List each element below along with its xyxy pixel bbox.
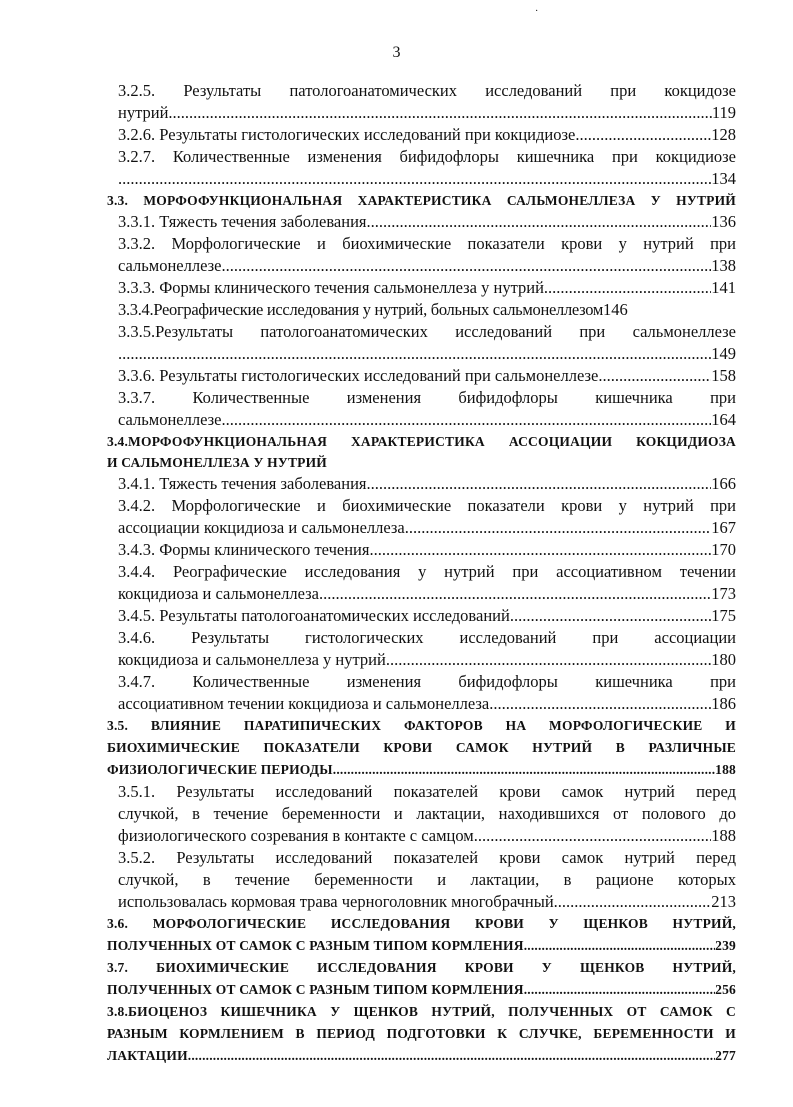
toc-entry-title: 3.4.2. Морфологические и биохимические показатели крови у нутрий при: [118, 496, 736, 515]
toc-entry-3-4-5[interactable]: [118, 605, 736, 626]
toc-entry-title: 3.4.5. Результаты патологоанатомических исследований: [118, 606, 510, 625]
toc-heading-3-7-cont[interactable]: [107, 979, 736, 1000]
toc-heading-3-6-cont[interactable]: [107, 935, 736, 956]
toc-entry-3-4-6-cont[interactable]: [118, 649, 736, 670]
toc-heading-title: ПОЛУЧЕННЫХ ОТ САМОК С РАЗНЫМ ТИПОМ КОРМЛЕНИЯ: [107, 982, 524, 997]
toc-entry-title: нутрий: [118, 103, 169, 122]
toc-page-number: 158: [711, 366, 736, 385]
toc-heading-3-8[interactable]: [107, 1001, 736, 1022]
toc-entry-title: 3.3.3. Формы клинического течения сальмонеллеза у нутрий: [118, 278, 544, 297]
toc-page-number: 188: [715, 762, 736, 777]
toc-entry-3-3-6[interactable]: [118, 365, 736, 386]
toc-page-number: 141: [711, 278, 736, 297]
toc-entry-3-2-7-cont[interactable]: [118, 168, 736, 189]
toc-page-number: 213: [711, 892, 736, 911]
toc-entry-title: 3.4.6. Результаты гистологических исследований при ассоциации: [118, 628, 736, 647]
toc-entry-title: 3.3.6. Результаты гистологических исследований при сальмонеллезе: [118, 366, 599, 385]
toc-entry-title: случкой, в течение беременности и лактации, находившихся от полового до: [118, 804, 736, 823]
toc-entry-title: кокцидиоза и сальмонеллеза у нутрий: [118, 650, 386, 669]
toc-page-number: 256: [715, 982, 736, 997]
toc-heading-3-6[interactable]: [107, 913, 736, 934]
toc-entry-title: 3.3.5.Результаты патологоанатомических исследований при сальмонеллезе: [118, 322, 736, 341]
toc-entry-title: использовалась кормовая трава черноголовник многобрачный: [118, 892, 554, 911]
toc-entry-3-2-7[interactable]: [118, 146, 736, 167]
toc-entry-3-3-5-cont[interactable]: [118, 343, 736, 364]
toc-entry-3-4-4-cont[interactable]: [118, 583, 736, 604]
toc-page-number: 277: [715, 1048, 736, 1063]
toc-entry-3-3-5[interactable]: [118, 321, 736, 342]
toc-entry-3-5-1-cont2[interactable]: [118, 825, 736, 846]
toc-heading-title: 3.4.МОРФОФУНКЦИОНАЛЬНАЯ ХАРАКТЕРИСТИКА АССОЦИАЦИИ КОКЦИДИОЗА: [107, 434, 736, 449]
toc-entry-3-2-5-cont[interactable]: [118, 102, 736, 123]
toc-entry-title: 3.2.6. Результаты гистологических исследований при кокцидиозе: [118, 125, 576, 144]
toc-heading-title: И САЛЬМОНЕЛЛЕЗА У НУТРИЙ: [107, 455, 327, 470]
toc-heading-title: РАЗНЫМ КОРМЛЕНИЕМ В ПЕРИОД ПОДГОТОВКИ К СЛУЧКЕ, БЕРЕМЕННОСТИ И: [107, 1026, 736, 1041]
toc-heading-title: 3.6. МОРФОЛОГИЧЕСКИЕ ИССЛЕДОВАНИЯ КРОВИ У ЩЕНКОВ НУТРИЙ,: [107, 916, 736, 931]
toc-entry-title: 3.4.1. Тяжесть течения заболевания: [118, 474, 367, 493]
toc-entry-3-5-1[interactable]: [118, 781, 736, 802]
toc-page-number: 136: [711, 212, 736, 231]
toc-entry-3-3-7-cont[interactable]: [118, 409, 736, 430]
toc-page-number: 173: [711, 584, 736, 603]
toc-page-number: 167: [711, 518, 736, 537]
toc-entry-3-3-4[interactable]: [118, 299, 736, 320]
toc-page-number: 239: [715, 938, 736, 953]
toc-entry-3-4-2[interactable]: [118, 495, 736, 516]
toc-page-number: 180: [711, 650, 736, 669]
toc-heading-3-5-cont1[interactable]: [107, 737, 736, 758]
toc-entry-title: кокцидиоза и сальмонеллеза: [118, 584, 319, 603]
toc-entry-3-4-7[interactable]: [118, 671, 736, 692]
toc-entry-title: 3.3.2. Морфологические и биохимические показатели крови у нутрий при: [118, 234, 736, 253]
toc-entry-3-5-1-cont1[interactable]: [118, 803, 736, 824]
toc-entry-title: 3.3.4.Реографические исследования у нутрий, больных сальмонеллезом: [118, 300, 603, 319]
toc-heading-title: 3.8.БИОЦЕНОЗ КИШЕЧНИКА У ЩЕНКОВ НУТРИЙ, ПОЛУЧЕННЫХ ОТ САМОК С: [107, 1004, 736, 1019]
toc-page-number: 134: [711, 169, 736, 188]
toc-heading-title: ЛАКТАЦИИ: [107, 1048, 188, 1063]
toc-page-number: 166: [711, 474, 736, 493]
page-number: 3: [392, 44, 401, 61]
toc-entry-3-4-6[interactable]: [118, 627, 736, 648]
toc-heading-title: БИОХИМИЧЕСКИЕ ПОКАЗАТЕЛИ КРОВИ САМОК НУТРИЙ В РАЗЛИЧНЫЕ: [107, 740, 736, 755]
toc-heading-3-5-cont2[interactable]: [107, 759, 736, 780]
toc-entry-title: 3.5.1. Результаты исследований показателей крови самок нутрий перед: [118, 782, 736, 801]
toc-entry-3-3-2[interactable]: [118, 233, 736, 254]
toc-entry-3-2-5[interactable]: [118, 80, 736, 101]
toc-heading-3-8-cont2[interactable]: [107, 1045, 736, 1066]
toc-entry-title: 3.4.3. Формы клинического течения: [118, 540, 370, 559]
toc-entry-3-5-2-cont2[interactable]: [118, 891, 736, 912]
toc-entry-3-5-2-cont1[interactable]: [118, 869, 736, 890]
toc-page-number: 149: [711, 344, 736, 363]
toc-page-number: 146: [603, 300, 628, 319]
toc-entry-3-4-3[interactable]: [118, 539, 736, 560]
toc-entry-3-3-7[interactable]: [118, 387, 736, 408]
toc-entry-title: 3.2.7. Количественные изменения бифидофлоры кишечника при кокцидиозе: [118, 147, 736, 166]
toc-entry-title: 3.2.5. Результаты патологоанатомических исследований при кокцидозе: [118, 81, 736, 100]
toc-entry-title: физиологического созревания в контакте с самцом: [118, 826, 474, 845]
toc-page-number: 119: [711, 103, 736, 122]
toc-entry-3-4-4[interactable]: [118, 561, 736, 582]
toc-page-number: 164: [711, 410, 736, 429]
toc-heading-3-3[interactable]: [107, 190, 736, 211]
toc-heading-title: 3.7. БИОХИМИЧЕСКИЕ ИССЛЕДОВАНИЯ КРОВИ У ЩЕНКОВ НУТРИЙ,: [107, 960, 736, 975]
toc-page-number: 186: [711, 694, 736, 713]
toc-entry-3-2-6[interactable]: [118, 124, 736, 145]
toc-heading-3-5[interactable]: [107, 715, 736, 736]
toc-entry-title: ассоциативном течении кокцидиоза и сальмонеллеза: [118, 694, 490, 713]
toc-entry-title: сальмонеллезе: [118, 410, 222, 429]
toc-entry-3-5-2[interactable]: [118, 847, 736, 868]
toc-entry-title: 3.4.4. Реографические исследования у нутрий при ассоциативном течении: [118, 562, 736, 581]
toc-entry-title: сальмонеллезе: [118, 256, 222, 275]
toc-heading-title: 3.5. ВЛИЯНИЕ ПАРАТИПИЧЕСКИХ ФАКТОРОВ НА МОРФОЛОГИЧЕСКИЕ И: [107, 718, 736, 733]
speck-mark: ·: [535, 6, 539, 17]
toc-heading-3-4[interactable]: [107, 431, 736, 452]
toc-entry-3-4-7-cont[interactable]: [118, 693, 736, 714]
toc-entry-title: ассоциации кокцидиоза и сальмонеллеза: [118, 518, 405, 537]
toc-entry-title: 3.3.1. Тяжесть течения заболевания: [118, 212, 367, 231]
toc-entry-title: случкой, в течение беременности и лактации, в рационе которых: [118, 870, 736, 889]
toc-page-number: 138: [711, 256, 736, 275]
toc-page-number: 188: [711, 826, 736, 845]
toc-heading-3-4-cont[interactable]: [107, 452, 736, 473]
toc-heading-3-7[interactable]: [107, 957, 736, 978]
toc-heading-title: ФИЗИОЛОГИЧЕСКИЕ ПЕРИОДЫ: [107, 762, 333, 777]
toc-entry-title: 3.4.7. Количественные изменения бифидофлоры кишечника при: [118, 672, 736, 691]
toc-entry-title: 3.3.7. Количественные изменения бифидофлоры кишечника при: [118, 388, 736, 407]
toc-heading-title: ПОЛУЧЕННЫХ ОТ САМОК С РАЗНЫМ ТИПОМ КОРМЛЕНИЯ: [107, 938, 524, 953]
toc-entry-3-3-1[interactable]: [118, 211, 736, 232]
toc-entry-3-3-2-cont[interactable]: [118, 255, 736, 276]
toc-page-number: 175: [711, 606, 736, 625]
toc-entry-3-3-3[interactable]: [118, 277, 736, 298]
toc-entry-3-4-1[interactable]: [118, 473, 736, 494]
toc-page-number: 170: [711, 540, 736, 559]
toc-entry-title: 3.5.2. Результаты исследований показателей крови самок нутрий перед: [118, 848, 736, 867]
toc-heading-title: 3.3. МОРФОФУНКЦИОНАЛЬНАЯ ХАРАКТЕРИСТИКА САЛЬМОНЕЛЛЕЗА У НУТРИЙ: [107, 193, 736, 208]
toc-entry-3-4-2-cont[interactable]: [118, 517, 736, 538]
toc-page-number: 128: [711, 125, 736, 144]
toc-heading-3-8-cont1[interactable]: [107, 1023, 736, 1044]
